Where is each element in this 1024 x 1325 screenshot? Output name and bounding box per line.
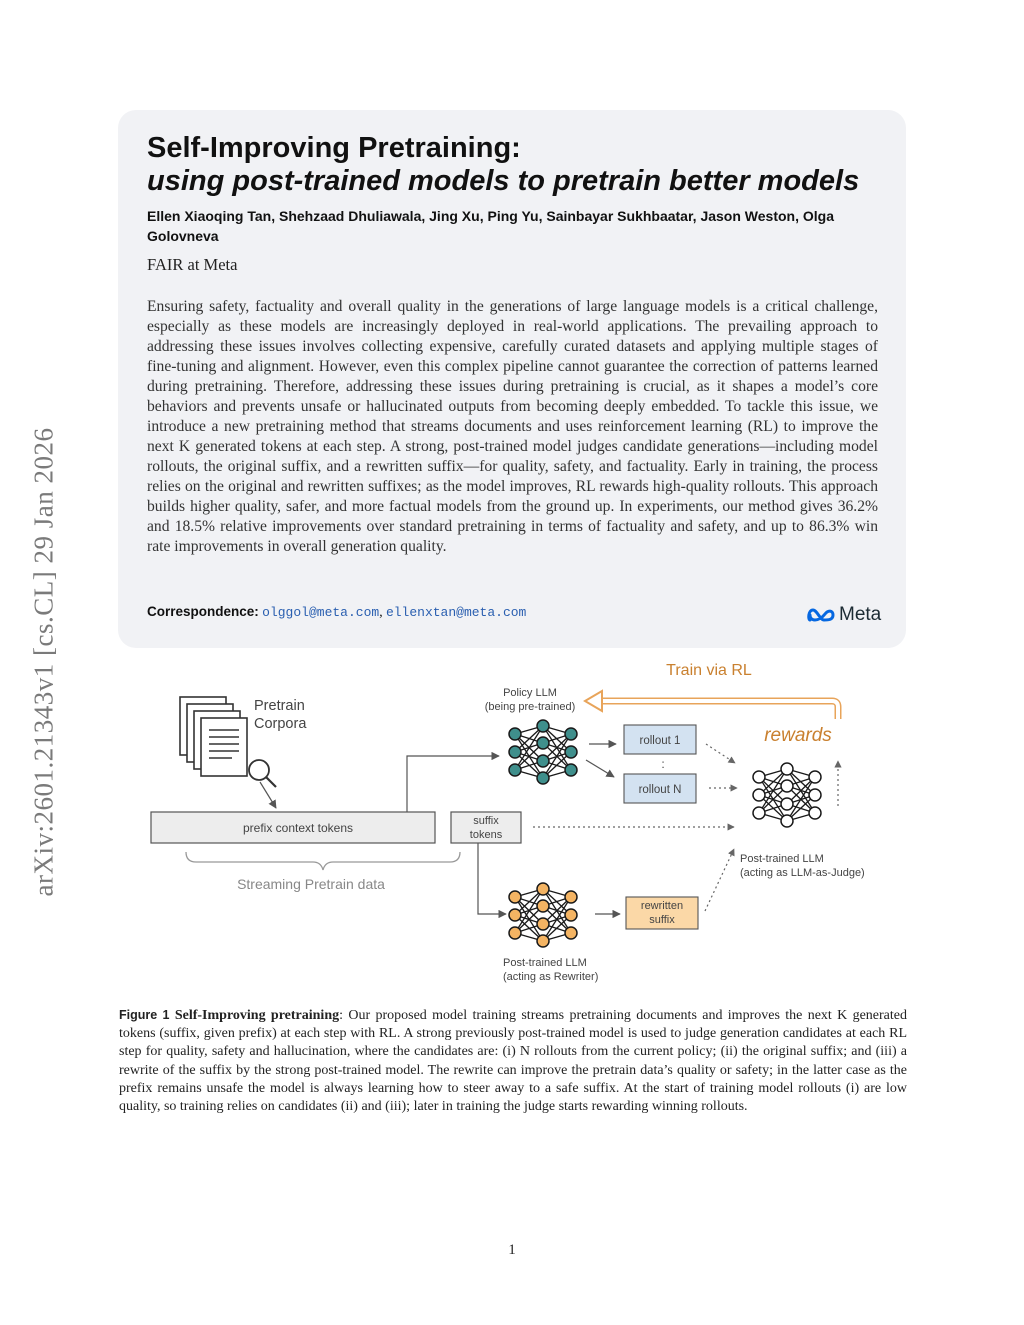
suffix-tokens-label: suffix bbox=[473, 815, 499, 827]
magnifier-icon bbox=[249, 760, 276, 787]
author: Olga Golovneva bbox=[147, 208, 834, 244]
judge-llm-network-icon bbox=[753, 763, 821, 827]
author: Shehzaad Dhuliawala bbox=[278, 208, 422, 224]
author: Jing Xu bbox=[429, 208, 480, 224]
policy-llm-label: Policy LLM bbox=[503, 687, 557, 699]
author: Sainbayar Sukhbaatar bbox=[546, 208, 693, 224]
caption-label: Figure 1 bbox=[119, 1008, 170, 1022]
streaming-brace bbox=[186, 852, 460, 870]
figure-caption bbox=[119, 1006, 907, 1116]
meta-infinity-icon bbox=[806, 606, 836, 624]
correspondence bbox=[147, 604, 526, 620]
rewriter-llm-sublabel: (acting as Rewriter) bbox=[503, 971, 599, 983]
paper-subtitle: using post-trained models to pretrain better models bbox=[147, 165, 860, 197]
affiliation: FAIR at Meta bbox=[147, 255, 238, 274]
caption-title: Self-Improving pretraining bbox=[174, 1008, 340, 1023]
caption-text: : Our proposed model training streams pretraining documents and improves the next K generated tokens (suffix, given prefix) at each step with RL. A strong previously post-trained model is used to judge generation candidates at each RL step for quality, safety and hallucination, where the candidates are: (i) N rollouts from the current policy; (ii) the original suffix; and (iii) a rewrite of the suffix by the strong post-trained model. The rewrite can improve the pretrain data’s quality or safety; in the latter case as the prefix remains unsafe the model is always learning how to steer away to a safe suffix. At the start of training model rollouts (i) are low quality, so training relies on candidates (ii) and (iii); later in training the judge starts rewarding winning rollouts. bbox=[119, 1008, 907, 1115]
pretrain-corpora-label: Pretrain bbox=[254, 698, 305, 714]
arxiv-identifier: arXiv:2601.21343v1 [cs.CL] 29 Jan 2026 bbox=[28, 427, 59, 897]
correspondence-label: Correspondence: bbox=[147, 604, 259, 619]
judge-llm-sublabel: (acting as LLM-as-Judge) bbox=[740, 867, 865, 879]
author: Jason Weston bbox=[700, 208, 796, 224]
rewritten-suffix-label: suffix bbox=[649, 914, 675, 926]
policy-llm-network-icon bbox=[509, 720, 577, 784]
email-link-2[interactable]: ellenxtan@meta.com bbox=[385, 605, 527, 620]
meta-logo bbox=[806, 604, 881, 626]
email-separator: , bbox=[379, 604, 383, 619]
email-link-1[interactable]: olggol@meta.com bbox=[262, 605, 380, 620]
rewritten-suffix-label: rewritten bbox=[640, 900, 684, 912]
page-number: 1 bbox=[508, 1242, 516, 1258]
author: Ellen Xiaoqing Tan bbox=[147, 208, 272, 224]
pretrain-corpora-label: Corpora bbox=[254, 716, 307, 732]
suffix-tokens-label: tokens bbox=[469, 829, 503, 841]
author-list: Ellen Xiaoqing Tan, Shehzaad Dhuliawala, Jing Xu, Ping Yu, Sainbayar Sukhbaatar, Jason Weston, Olga Golovneva bbox=[147, 208, 834, 244]
rewriter-llm-label: Post-trained LLM bbox=[503, 957, 587, 969]
rewards-label: rewards bbox=[764, 725, 832, 746]
rollout-n-label: rollout N bbox=[638, 784, 682, 796]
train-via-rl-label: Train via RL bbox=[666, 662, 752, 679]
rollout-ellipsis: : bbox=[661, 757, 665, 771]
rewriter-llm-network-icon bbox=[509, 883, 577, 947]
abstract: Ensuring safety, factuality and overall quality in the generations of large language models is a critical challenge, especially as these models are increasingly deployed in real-world applications. The prevailing approach to addressing these issues involves collecting expensive, carefully curated datasets and applying multiple stages of fine-tuning and alignment. However, even this complex pipeline cannot guarantee the correction of patterns learned during pretraining. Therefore, addressing these issues during pretraining is crucial, as it shapes a model’s core behaviors and prevents unsafe or hallucinated outputs from becoming deeply embedded. To tackle this issue, we introduce a new pretraining method that streams documents and uses reinforcement learning (RL) to improve the next K generated tokens at each step. A strong, post-trained model judges candidate generations—including model rollouts, the original suffix, and a rewritten suffix—for quality, safety, and factuality. Early in training, the process relies on the original and rewritten suffixes; as the model improves, RL rewards high-quality rollouts. This approach builds higher quality, safer, and more factual models from the ground up. In experiments, our method gives 36.2% and 18.5% relative improvements over standard pretraining in terms of factuality and safety, and up to 86.3% win rate improvements in overall generation quality. bbox=[147, 298, 878, 555]
prefix-context-label: prefix context tokens bbox=[242, 821, 354, 835]
author: Ping Yu bbox=[487, 208, 539, 224]
figure-1-diagram bbox=[140, 655, 900, 990]
train-via-rl-arrow bbox=[599, 701, 838, 719]
policy-llm-sublabel: (being pre-trained) bbox=[484, 701, 576, 713]
judge-llm-label: Post-trained LLM bbox=[740, 853, 824, 865]
rollout-1-label: rollout 1 bbox=[639, 735, 681, 747]
streaming-pretrain-label: Streaming Pretrain data bbox=[237, 876, 385, 892]
paper-title: Self-Improving Pretraining: bbox=[147, 132, 521, 164]
meta-logo-text: Meta bbox=[839, 604, 882, 625]
